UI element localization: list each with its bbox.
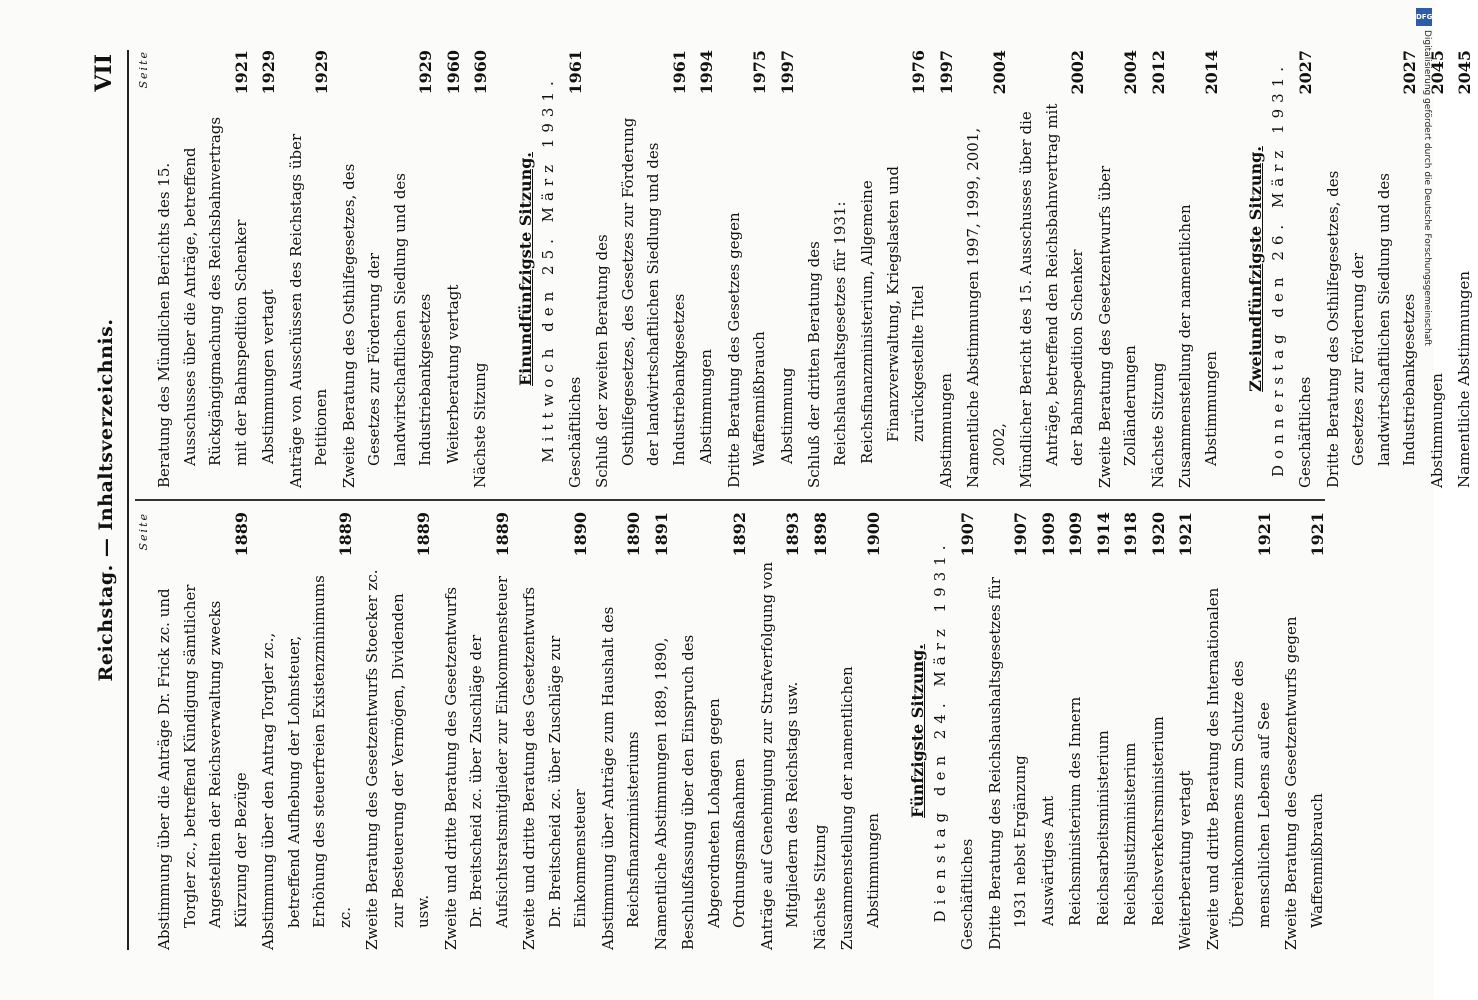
session-title: Fünfzigste Sitzung. bbox=[908, 644, 927, 818]
toc-entry-page: 1929 bbox=[416, 50, 435, 95]
digitization-credit bbox=[1420, 30, 1434, 990]
toc-entry-text: Dritte Beratung des Osthilfegesetzes, des Gesetzes zur Förderung der landwirtschaftlichen Siedlung und des Industriebankgesetzes bbox=[1323, 170, 1418, 488]
seite-label: Seite bbox=[137, 512, 150, 551]
toc-entry bbox=[1063, 512, 1089, 950]
toc-entry-page: 2027 bbox=[1400, 50, 1419, 95]
toc-entry-text: Abstimmungen bbox=[1427, 373, 1446, 488]
toc-entry-page: 1961 bbox=[565, 50, 585, 95]
toc-entry-page: 1929 bbox=[312, 50, 331, 95]
toc-entry-page: 2027 bbox=[1296, 50, 1315, 95]
toc-entry bbox=[360, 512, 437, 950]
toc-entry-page: 1907 bbox=[1011, 512, 1030, 557]
toc-entry bbox=[439, 512, 516, 950]
toc-entry-text: Abstimmung bbox=[777, 367, 796, 464]
toc-entry-text: Abstimmungen bbox=[936, 373, 955, 488]
toc-entry-page: 1921 bbox=[1176, 512, 1195, 557]
toc-entry bbox=[676, 512, 753, 950]
toc-entry-page: 1909 bbox=[1038, 512, 1058, 557]
left-entries-b bbox=[955, 512, 1330, 950]
toc-entry bbox=[775, 50, 801, 488]
toc-entry-page: 2014 bbox=[1201, 50, 1221, 95]
toc-entry-text: Auswärtiges Amt bbox=[1038, 796, 1057, 926]
toc-entry-page: 1893 bbox=[783, 512, 802, 557]
toc-entry bbox=[284, 50, 335, 488]
toc-entry-text: Reichsministerium des Innern bbox=[1066, 696, 1084, 926]
session-date: Mittwoch den 25. März 1931. bbox=[538, 75, 557, 463]
toc-entry-page: 1889 bbox=[335, 512, 355, 557]
toc-entry bbox=[563, 50, 589, 488]
toc-entry-text: Weiterberatung vertagt bbox=[1176, 770, 1194, 950]
toc-entry-text: Dritte Beratung des Gesetzes gegen Waffenmißbrauch bbox=[724, 212, 768, 488]
toc-entry-page: 1898 bbox=[810, 512, 830, 557]
toc-entry bbox=[722, 50, 773, 488]
toc-entry-page: 1976 bbox=[909, 50, 928, 95]
toc-entry bbox=[961, 50, 1012, 488]
toc-entry-text: Abstimmungen bbox=[697, 349, 715, 464]
toc-entry-text: Nächste Sitzung bbox=[810, 824, 829, 950]
toc-entry-text: Mündlicher Bericht des 15. Ausschusses über die Anträge, betreffend den Reichsbahnvertrag mit der Bahnspedition Schenker bbox=[1017, 103, 1086, 488]
toc-entry-page: 1994 bbox=[697, 50, 716, 95]
page-number: VII bbox=[91, 54, 117, 92]
toc-entry-text: Anträge auf Genehmigung zur Strafverfolgung von Mitgliedern des Reichstags usw. bbox=[757, 561, 801, 950]
toc-entry bbox=[152, 512, 254, 950]
toc-entry-page: 1918 bbox=[1121, 512, 1140, 557]
toc-entry-text: Reichsarbeitsministerium bbox=[1093, 730, 1112, 926]
toc-entry-text: Zweite Beratung des Gesetzentwurfs gegen Waffenmißbrauch bbox=[1282, 616, 1326, 950]
toc-entry bbox=[256, 512, 358, 950]
toc-entry bbox=[1118, 512, 1144, 950]
toc-entry bbox=[1321, 50, 1423, 488]
toc-entry-page: 1975 bbox=[750, 50, 769, 95]
credit-text: Digitalisierung gefördert durch die Deutsche Forschungsgemeinschaft bbox=[1422, 30, 1432, 346]
toc-entry-page: 1929 bbox=[259, 50, 278, 95]
toc-entry-text: Abstimmung über Anträge zum Haushalt des Reichsfinanzministeriums bbox=[598, 606, 642, 950]
session-date: Donnerstag den 26. März 1931. bbox=[1269, 60, 1287, 478]
toc-entry-page: 1997 bbox=[777, 50, 797, 95]
toc-entry-page: 1914 bbox=[1093, 512, 1113, 557]
left-column bbox=[137, 512, 1327, 950]
toc-entry-text: Zweite und dritte Beratung des Gesetzentwurfs Dr. Breitscheid zc. über Zuschläge zur Einkommensteuer bbox=[520, 586, 589, 950]
toc-entry bbox=[1452, 50, 1478, 488]
right-entries-c bbox=[1293, 50, 1478, 488]
toc-entry-text: Abstimmung über die Anträge Dr. Frick zc. und Torgler zc., betreffend Kündigung sämtlicher Angestellten der Reichsverwaltung zwecks Kürzung der Bezüge bbox=[155, 584, 250, 950]
toc-entry-text: Zusammenstellung der namentlichen Abstimmungen bbox=[838, 666, 882, 950]
toc-entry-page: 1890 bbox=[571, 512, 590, 557]
toc-entry bbox=[1146, 50, 1172, 488]
toc-entry-text: Zweite und dritte Beratung des Gesetzentwurfs Dr. Breitscheid zc. über Zuschläge der Aufsichtsratsmitglieder zur Einkommensteuer bbox=[441, 575, 511, 950]
toc-entry-page: 1960 bbox=[443, 50, 463, 95]
left-entries-a bbox=[152, 512, 886, 950]
toc-entry-text: Geschäftliches bbox=[1296, 376, 1314, 488]
toc-entry bbox=[1173, 512, 1199, 950]
toc-entry-text: Zweite und dritte Beratung des Internationalen Übereinkommens zum Schutze des menschlichen Lebens auf See bbox=[1203, 587, 1273, 950]
toc-entry bbox=[855, 50, 932, 488]
toc-entry bbox=[1173, 50, 1224, 488]
dfg-logo: DFG bbox=[1416, 8, 1432, 26]
toc-entry-page: 1921 bbox=[231, 50, 251, 95]
toc-entry-page: 1891 bbox=[651, 512, 671, 557]
toc-entry-text: Geschäftliches bbox=[565, 376, 584, 488]
toc-entry-page: 1997 bbox=[936, 50, 956, 95]
toc-entry-page: 1892 bbox=[730, 512, 749, 557]
toc-entry-text: Reichsjustizministerium bbox=[1121, 742, 1139, 926]
seite-label: Seite bbox=[137, 50, 150, 89]
toc-entry-text: Schluß der dritten Beratung des Reichshaushaltsgesetzes für 1931: bbox=[805, 201, 849, 488]
toc-entry-page: 1909 bbox=[1066, 512, 1085, 557]
toc-entry bbox=[1014, 50, 1091, 488]
toc-entry-page: 2012 bbox=[1148, 50, 1168, 95]
toc-entry bbox=[755, 512, 806, 950]
toc-entry bbox=[1293, 50, 1319, 488]
toc-entry-page: 2004 bbox=[989, 50, 1009, 95]
toc-entry bbox=[835, 512, 886, 950]
toc-entry-page: 1890 bbox=[624, 512, 643, 557]
toc-entry bbox=[517, 512, 594, 950]
toc-entry-text: Zweite Beratung des Gesetzentwurfs Stoecker zc. zur Besteuerung der Vermögen, Dividenden usw. bbox=[363, 569, 432, 950]
toc-entry bbox=[590, 50, 692, 488]
toc-entry bbox=[934, 50, 960, 488]
toc-entry-text: Abstimmung über den Antrag Torgler zc., betreffend Aufhebung der Lohnsteuer, Erhöhung des steuerfreien Existenzminimums zc. bbox=[259, 575, 354, 950]
toc-entry-page: 1889 bbox=[492, 512, 512, 557]
toc-entry-page: 1921 bbox=[1307, 512, 1327, 557]
toc-entry bbox=[1036, 512, 1062, 950]
toc-entry bbox=[1279, 512, 1330, 950]
toc-entry-text: Nächste Sitzung bbox=[471, 362, 489, 488]
toc-entry-text: Nächste Sitzung bbox=[1148, 362, 1167, 488]
session-title: Einundfünfzigste Sitzung. bbox=[515, 151, 535, 387]
toc-entry bbox=[1146, 512, 1172, 950]
toc-entry-text: Zweite Beratung des Osthilfegesetzes, des Gesetzes zur Förderung der landwirtschaftlichen Siedlung und des Industriebankgesetzes bbox=[339, 163, 434, 488]
toc-entry bbox=[468, 50, 494, 488]
toc-entry-text: Reichsverkehrsministerium bbox=[1148, 716, 1167, 926]
toc-entry bbox=[337, 50, 439, 488]
toc-entry-page: 1960 bbox=[471, 50, 490, 95]
toc-entry bbox=[596, 512, 647, 950]
running-header bbox=[87, 50, 129, 950]
toc-entry-text: Zweite Beratung des Gesetzentwurfs über Zolländerungen bbox=[1095, 165, 1139, 488]
right-entries-b bbox=[563, 50, 1225, 488]
toc-entry bbox=[1093, 50, 1144, 488]
toc-entry-page: 1900 bbox=[863, 512, 883, 557]
toc-entry-text: Namentliche Abstimmungen 1997, 1999, 2001, 2002, bbox=[964, 127, 1008, 488]
toc-entry-text: Beschlußfassung über den Einspruch des Abgeordneten Lohagen gegen Ordnungsmaßnahmen bbox=[679, 634, 748, 950]
toc-entry bbox=[955, 512, 981, 950]
column-divider bbox=[135, 499, 1325, 501]
toc-entry-text: Dritte Beratung des Reichshaushaltsgesetzes für 1931 nebst Ergänzung bbox=[985, 577, 1029, 950]
session-title: Zweiundfünfzigste Sitzung. bbox=[1246, 146, 1265, 392]
toc-entry-page: 1889 bbox=[231, 512, 251, 557]
toc-entry bbox=[152, 50, 254, 488]
toc-entry-page: 1961 bbox=[669, 50, 689, 95]
header-title: Reichstag. — Inhaltsverzeichnis. bbox=[95, 318, 117, 682]
toc-entry-text: Weiterberatung vertagt bbox=[443, 284, 462, 464]
toc-entry-text: Reichsfinanzministerium, Allgemeine Finanzverwaltung, Kriegslasten und zurückgestellte Titel bbox=[858, 165, 927, 464]
toc-entry bbox=[808, 512, 834, 950]
toc-entry bbox=[983, 512, 1034, 950]
toc-entry-text: Zusammenstellung der namentlichen Abstimmungen bbox=[1176, 204, 1220, 488]
toc-entry-text: Abstimmungen vertagt bbox=[259, 289, 277, 464]
toc-entry-text: Schluß der zweiten Beratung des Osthilfegesetzes, des Gesetzes zur Förderung der landwirtschaftlichen Siedlung und des Industriebankgesetzes bbox=[593, 117, 688, 488]
toc-entry bbox=[256, 50, 282, 488]
toc-entry-page: 2002 bbox=[1068, 50, 1087, 95]
toc-entry-page: 2045 bbox=[1427, 50, 1447, 95]
toc-entry bbox=[802, 50, 853, 488]
toc-entry-page: 2045 bbox=[1455, 50, 1474, 95]
toc-entry-text: Namentliche Abstimmungen 1889, 1890, bbox=[651, 637, 670, 950]
session-date: Dienstag den 24. März 1931. bbox=[931, 539, 949, 923]
toc-entry-text: Namentliche Abstimmungen bbox=[1455, 270, 1473, 488]
toc-entry bbox=[649, 512, 675, 950]
toc-entry-text: Geschäftliches bbox=[958, 838, 976, 950]
toc-entry-text: Beratung des Mündlichen Berichts des 15. Ausschusses über die Anträge, betreffend Rückgängigmachung des Reichsbahnvertrags mit der Bahnspedition Schenker bbox=[155, 116, 250, 488]
toc-entry bbox=[1201, 512, 1278, 950]
toc-entry-page: 1889 bbox=[414, 512, 433, 557]
toc-entry bbox=[1091, 512, 1117, 950]
toc-entry-page: 1921 bbox=[1254, 512, 1274, 557]
toc-entry bbox=[694, 50, 720, 488]
toc-entry bbox=[441, 50, 467, 488]
toc-entry-page: 1920 bbox=[1148, 512, 1168, 557]
toc-entry-text: Anträge von Ausschüssen des Reichstags über Petitionen bbox=[286, 133, 330, 488]
toc-entry-page: 1907 bbox=[958, 512, 977, 557]
toc-entry-page: 2004 bbox=[1121, 50, 1140, 95]
right-entries-a bbox=[152, 50, 494, 488]
